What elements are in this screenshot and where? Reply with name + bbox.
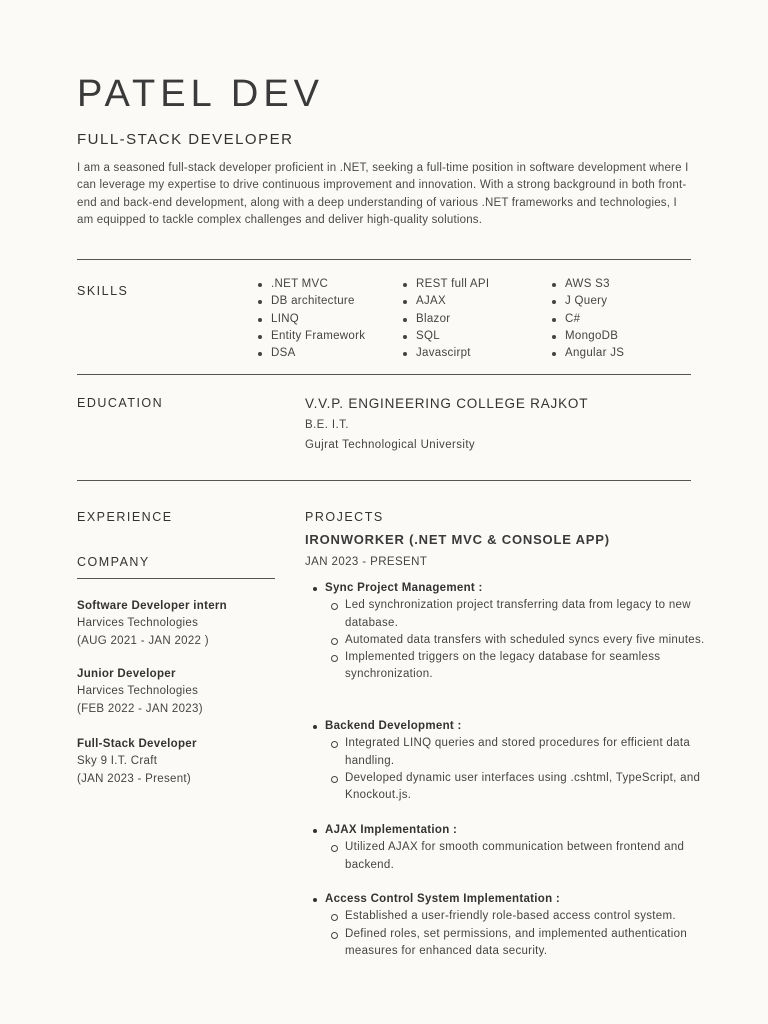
project-group <box>305 891 725 960</box>
job-company: Harvices Technologies <box>77 617 199 630</box>
skills-column-3 <box>551 276 624 362</box>
company-heading: COMPANY <box>77 555 150 569</box>
job-entry <box>77 736 277 788</box>
job-entry <box>77 598 277 650</box>
project-detail: Automated data transfers with scheduled syncs every five minutes. <box>305 632 725 649</box>
degree: B.E. I.T. <box>305 419 349 431</box>
skill-item: REST full API <box>402 276 489 293</box>
skill-item: DSA <box>257 345 365 362</box>
project-group-heading: Sync Project Management : <box>305 580 725 597</box>
skill-item: C# <box>551 311 624 328</box>
project-group <box>305 822 725 874</box>
summary-paragraph: I am a seasoned full-stack developer proficient in .NET, seeking a full-time position in software development where I can leverage my expertise to drive continuous improvement and innovation. With a strong background in both front-end and back-end development, along with a deep understanding of various .NET frameworks and technologies, I am equipped to tackle complex challenges and deliver high-quality solutions. <box>77 162 689 227</box>
job-role: Junior Developer <box>77 668 176 680</box>
skill-item: Javascirpt <box>402 345 489 362</box>
job-company: Sky 9 I.T. Craft <box>77 755 158 768</box>
skill-item: LINQ <box>257 311 365 328</box>
skills-column-2 <box>402 276 489 362</box>
experience-heading: EXPERIENCE <box>77 510 173 524</box>
skills-heading: SKILLS <box>77 284 129 298</box>
job-title: FULL-STACK DEVELOPER <box>77 131 294 148</box>
project-group-heading: Backend Development : <box>305 718 725 735</box>
skill-item: J Query <box>551 293 624 310</box>
project-detail: Established a user-friendly role-based access control system. <box>305 908 725 925</box>
skill-item: AJAX <box>402 293 489 310</box>
job-period: (FEB 2022 - JAN 2023) <box>77 702 203 715</box>
skill-item: AWS S3 <box>551 276 624 293</box>
university: Gujrat Technological University <box>305 439 476 451</box>
project-group-heading: AJAX Implementation : <box>305 822 725 839</box>
job-role: Full-Stack Developer <box>77 738 197 750</box>
school-name: V.V.P. ENGINEERING COLLEGE RAJKOT <box>305 396 589 411</box>
project-detail: Developed dynamic user interfaces using .cshtml, TypeScript, and Knockout.js. <box>305 770 725 805</box>
divider <box>77 374 691 375</box>
divider <box>77 259 691 260</box>
skill-item: Entity Framework <box>257 328 365 345</box>
skill-item: MongoDB <box>551 328 624 345</box>
project-title: IRONWORKER (.NET MVC & CONSOLE APP) <box>305 532 610 547</box>
project-detail: Utilized AJAX for smooth communication between frontend and backend. <box>305 839 725 874</box>
project-date: JAN 2023 - PRESENT <box>305 556 428 568</box>
project-detail: Defined roles, set permissions, and implemented authentication measures for enhanced data security. <box>305 926 725 961</box>
divider <box>77 480 691 481</box>
candidate-name: PATEL DEV <box>77 73 325 115</box>
project-group <box>305 718 725 804</box>
skill-item: .NET MVC <box>257 276 365 293</box>
project-group <box>305 580 725 684</box>
job-period: (AUG 2021 - JAN 2022 ) <box>77 634 209 647</box>
project-detail: Led synchronization project transferring data from legacy to new database. <box>305 597 725 632</box>
project-detail: Integrated LINQ queries and stored procedures for efficient data handling. <box>305 735 725 770</box>
job-company: Harvices Technologies <box>77 685 199 698</box>
project-detail: Implemented triggers on the legacy database for seamless synchronization. <box>305 649 725 684</box>
skill-item: DB architecture <box>257 293 365 310</box>
skill-item: Angular JS <box>551 345 624 362</box>
skill-item: Blazor <box>402 311 489 328</box>
job-entry <box>77 666 277 718</box>
skills-column-1 <box>257 276 365 362</box>
projects-heading: PROJECTS <box>305 510 384 524</box>
education-heading: EDUCATION <box>77 396 164 410</box>
job-period: (JAN 2023 - Present) <box>77 772 192 785</box>
project-group-heading: Access Control System Implementation : <box>305 891 725 908</box>
job-role: Software Developer intern <box>77 600 228 612</box>
divider <box>77 578 275 579</box>
skill-item: SQL <box>402 328 489 345</box>
